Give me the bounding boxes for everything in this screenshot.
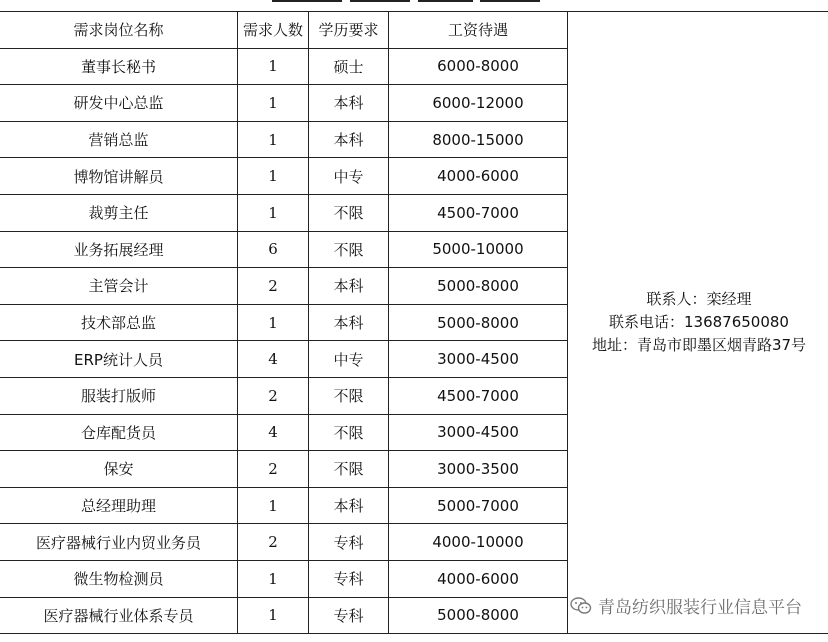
- cell-education: 不限: [309, 231, 389, 268]
- cell-position: 医疗器械行业体系专员: [0, 597, 238, 634]
- header-education: 学历要求: [309, 12, 389, 49]
- cell-salary: 3000-4500: [389, 341, 568, 378]
- cell-position: ERP统计人员: [0, 341, 238, 378]
- cell-salary: 5000-8000: [389, 597, 568, 634]
- cell-count: 1: [238, 304, 309, 341]
- cell-education: 不限: [309, 451, 389, 488]
- cell-count: 1: [238, 48, 309, 85]
- cell-education: 专科: [309, 560, 389, 597]
- cell-salary: 4000-6000: [389, 158, 568, 195]
- cell-count: 1: [238, 487, 309, 524]
- cell-position: 仓库配货员: [0, 414, 238, 451]
- cell-salary: 3000-4500: [389, 414, 568, 451]
- cell-salary: 8000-15000: [389, 121, 568, 158]
- cell-position: 营销总监: [0, 121, 238, 158]
- cell-position: 博物馆讲解员: [0, 158, 238, 195]
- cell-position: 裁剪主任: [0, 194, 238, 231]
- cell-count: 2: [238, 451, 309, 488]
- cell-count: 4: [238, 341, 309, 378]
- cell-count: 1: [238, 158, 309, 195]
- cell-count: 1: [238, 85, 309, 122]
- cell-education: 本科: [309, 487, 389, 524]
- table-header-row: [0, 12, 828, 49]
- cell-position: 服装打版师: [0, 377, 238, 414]
- watermark-text: 青岛纺织服装行业信息平台: [598, 598, 802, 618]
- cell-count: 1: [238, 194, 309, 231]
- cell-salary: 5000-8000: [389, 268, 568, 305]
- cell-education: 专科: [309, 524, 389, 561]
- cell-salary: 4500-7000: [389, 194, 568, 231]
- cell-position: 总经理助理: [0, 487, 238, 524]
- cell-count: 2: [238, 268, 309, 305]
- cell-salary: 5000-10000: [389, 231, 568, 268]
- cell-education: 不限: [309, 414, 389, 451]
- cell-count: 2: [238, 377, 309, 414]
- header-count: 需求人数: [238, 12, 309, 49]
- wechat-icon: [570, 597, 592, 615]
- cell-education: 不限: [309, 377, 389, 414]
- header-position: 需求岗位名称: [0, 12, 238, 49]
- cell-position: 微生物检测员: [0, 560, 238, 597]
- cell-salary: 6000-8000: [389, 48, 568, 85]
- cell-position: 技术部总监: [0, 304, 238, 341]
- cropped-title-strip: [0, 0, 828, 10]
- cell-position: 研发中心总监: [0, 85, 238, 122]
- cell-count: 1: [238, 597, 309, 634]
- cell-education: 本科: [309, 268, 389, 305]
- job-openings-table: [0, 11, 828, 634]
- cell-salary: 3000-3500: [389, 451, 568, 488]
- watermark: [570, 593, 802, 618]
- cell-education: 专科: [309, 597, 389, 634]
- header-salary: 工资待遇: [389, 12, 568, 49]
- cell-education: 中专: [309, 158, 389, 195]
- cell-count: 1: [238, 560, 309, 597]
- cell-position: 保安: [0, 451, 238, 488]
- contact-address: 地址：青岛市即墨区烟青路37号: [591, 336, 807, 355]
- cell-salary: 4000-6000: [389, 560, 568, 597]
- cell-salary: 4000-10000: [389, 524, 568, 561]
- contact-info-cell: [568, 12, 828, 634]
- cell-salary: 6000-12000: [389, 85, 568, 122]
- cell-position: 业务拓展经理: [0, 231, 238, 268]
- cell-education: 不限: [309, 194, 389, 231]
- cell-education: 本科: [309, 304, 389, 341]
- cell-education: 本科: [309, 85, 389, 122]
- cell-position: 董事长秘书: [0, 48, 238, 85]
- cell-position: 医疗器械行业内贸业务员: [0, 524, 238, 561]
- cell-education: 中专: [309, 341, 389, 378]
- cell-count: 4: [238, 414, 309, 451]
- cell-position: 主管会计: [0, 268, 238, 305]
- cell-education: 硕士: [309, 48, 389, 85]
- cell-salary: 5000-8000: [389, 304, 568, 341]
- cell-count: 2: [238, 524, 309, 561]
- cell-salary: 5000-7000: [389, 487, 568, 524]
- cell-education: 本科: [309, 121, 389, 158]
- contact-phone: 联系电话：13687650080: [609, 313, 789, 332]
- cell-salary: 4500-7000: [389, 377, 568, 414]
- cell-count: 1: [238, 121, 309, 158]
- contact-person: 联系人：栾经理: [646, 290, 752, 309]
- cell-count: 6: [238, 231, 309, 268]
